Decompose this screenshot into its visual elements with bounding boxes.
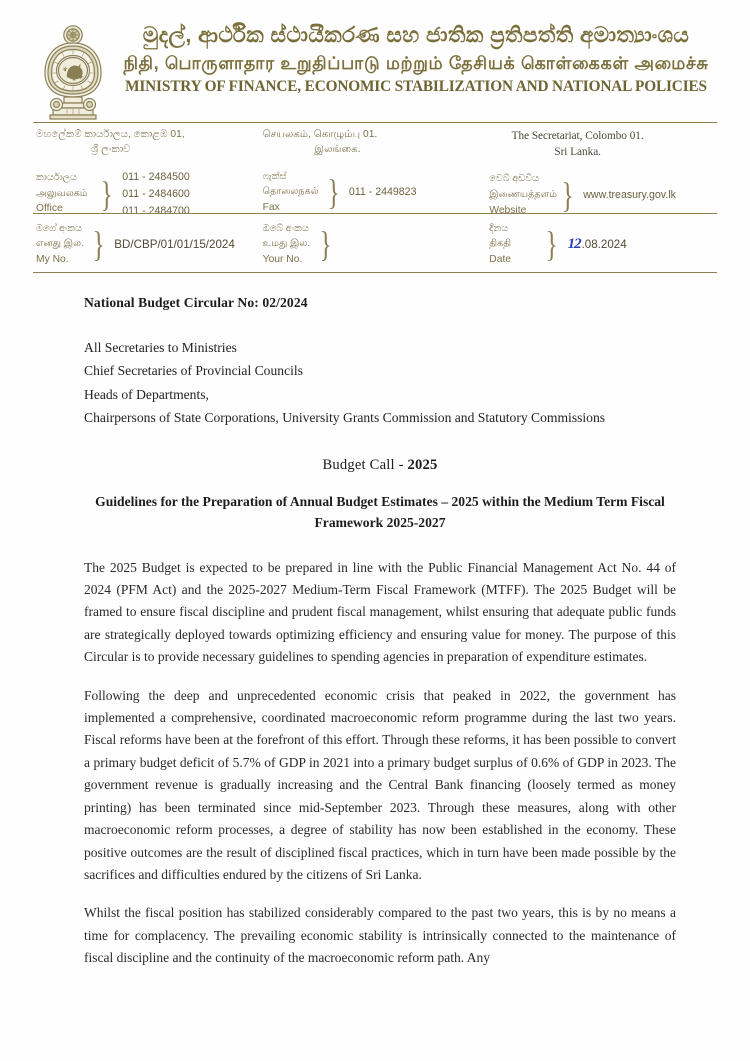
- document-subtitle: Guidelines for the Preparation of Annual Budget Estimates – 2025 within the Medium Term Fiscal Framework 2025-2027: [95, 493, 665, 530]
- contact-block: [36, 128, 716, 220]
- address-tamil-line1: செயலகம், கொழும்பு 01.: [262, 129, 378, 140]
- office-phone-3: 011 - 2484700: [122, 204, 190, 217]
- addressee-item: Chairpersons of State Corporations, University Grants Commission and Statutory Commissions: [84, 410, 606, 426]
- body-paragraph: Whilst the fiscal position has stabilized considerably compared to the past two years, this is by no means a time for complacency. The prevailing economic stability is intrinsically connected to the maintenance of fiscal discipline and the continuity of the macroeconomic reform path. Any: [84, 905, 676, 966]
- addressee-item: All Secretaries to Ministries: [84, 340, 237, 355]
- addressee-item: Chief Secretaries of Provincial Councils: [84, 363, 303, 379]
- fax-value: 011 - 2449823: [348, 186, 417, 199]
- office-label-tamil: அலுவலகம்: [36, 187, 88, 199]
- office-phone-2: 011 - 2484600: [122, 187, 190, 200]
- handwritten-day: 12: [567, 236, 581, 253]
- brace-icon: }: [319, 224, 332, 265]
- body-paragraph: The 2025 Budget is expected to be prepared in line with the Public Financial Management Act No. 44 of 2024 (PFM Act) and the 2025-2027 Medium-Term Fiscal Framework (MTFF). The 2025 Budget will be framed to ensure fiscal discipline and prudent fiscal management, whilst ensuring that adequate public funds are strategically deployed towards optimizing efficiency and ensuring value for money. The purpose of this Circular is to provide necessary guidelines to spending agencies in preparation of expenditure estimates.: [84, 559, 676, 665]
- address-sinhala-line1: මහලේකම් කාර්යාලය, කොළඹ 01,: [36, 129, 185, 140]
- fax-label-sinhala: ෆැක්ස්: [262, 170, 287, 182]
- header-divider-middle: [33, 213, 717, 214]
- address-tamil-line2: இலங்கை.: [314, 143, 361, 155]
- document-body: [84, 295, 676, 986]
- fax-labels: [263, 169, 323, 217]
- brace-icon: }: [545, 224, 558, 265]
- my-no-labels: [36, 221, 88, 268]
- letterhead: [36, 22, 716, 120]
- header-divider-top: [33, 122, 717, 123]
- body-paragraph: Following the deep and unprecedented economic crisis that peaked in 2022, the government has implemented a comprehensive, coordinated macroeconomic reform programme during the last two years. Fiscal reforms have been at the forefront of this effort. Through these reforms, it has been possible to convert a primary budget deficit of 5.7% of GDP in 2021 into a primary budget surplus of 0.6% of GDP in 2023. The government revenue is gradually increasing and the Central Bank financing (loosely termed as money printing) has been terminated since mid-September 2023. Through these measures, along with other macroeconomic reform processes, a degree of stability has now been established in the economy. These positive outcomes are the result of disciplined fiscal practices, which in turn have been made possible by the sacrifices and difficulties endured by the citizens of Sri Lanka.: [84, 687, 676, 882]
- brace-icon: }: [100, 174, 113, 215]
- contact-column-tamil: [263, 128, 490, 220]
- website-url[interactable]: www.treasury.gov.lk: [583, 189, 676, 202]
- date-labels: [489, 221, 541, 268]
- address-tamil: [263, 128, 490, 158]
- date-label-sinhala: දිනය: [489, 223, 509, 234]
- contact-column-sinhala: [36, 128, 263, 220]
- brace-icon: }: [561, 175, 574, 216]
- date-group: [489, 221, 716, 268]
- your-no-label-sinhala: ඔබේ අංකය: [262, 223, 309, 234]
- address-english-line2: Sri Lanka.: [554, 146, 601, 159]
- budget-call-label: Budget Call -: [322, 456, 408, 473]
- budget-call-year: 2025: [407, 456, 438, 473]
- ministry-name-tamil: நிதி, பொருளாதார உறுதிப்பாடு மற்றும் தேசியக் கொள்கைகள் அமைச்சு: [123, 52, 709, 73]
- office-label-english: Office: [36, 203, 63, 215]
- your-no-labels: [263, 221, 315, 268]
- address-sinhala: [36, 128, 263, 158]
- addressee-list: [84, 336, 676, 430]
- ministry-name-english: MINISTRY OF FINANCE, ECONOMIC STABILIZATION AND NATIONAL POLICIES: [125, 77, 707, 95]
- your-no-label-english: Your No.: [262, 253, 303, 265]
- address-english: [489, 128, 716, 160]
- office-label-sinhala: කාර්යාලය: [36, 172, 78, 184]
- contact-column-english: [489, 128, 716, 220]
- fax-group: [263, 169, 490, 217]
- website-label-sinhala: වෙබ් අඩවිය: [489, 173, 540, 185]
- circular-number: National Budget Circular No: 02/2024: [84, 295, 308, 310]
- header-divider-bottom: [33, 272, 717, 273]
- date-printed-part: .08.2024: [581, 238, 627, 252]
- date-label-tamil: திகதி: [489, 238, 512, 250]
- fax-label-tamil: தொலைநகல்: [262, 186, 319, 198]
- address-english-line1: The Secretariat, Colombo 01.: [511, 130, 644, 142]
- date-label-english: Date: [489, 253, 512, 265]
- your-no-label-tamil: உமது இல.: [262, 238, 311, 250]
- national-emblem-icon: [36, 22, 110, 120]
- your-no-group: [263, 221, 490, 268]
- brace-icon: }: [92, 224, 105, 265]
- website-label-tamil: இணையத்தளம்: [489, 189, 557, 200]
- ministry-name-sinhala: මුදල්, ආර්ථික ස්ථායීකරණ සහ ජාතික ප්‍රතිපත්ති අමාත්‍යාංශය: [142, 23, 690, 47]
- my-no-label-tamil: எனது இல.: [36, 238, 84, 250]
- my-no-group: [36, 221, 263, 268]
- office-phone-1: 011 - 2484500: [122, 170, 190, 183]
- my-no-label-sinhala: මගේ අංකය: [36, 223, 82, 234]
- website-label-english: Website: [489, 204, 527, 216]
- address-sinhala-line2: ශ්‍රී ලංකාව: [91, 143, 131, 155]
- brace-icon: }: [327, 172, 340, 213]
- fax-label-english: Fax: [262, 201, 280, 213]
- date-value: [568, 236, 627, 253]
- my-no-label-english: My No.: [36, 253, 69, 265]
- reference-row: [36, 221, 716, 268]
- my-no-value: BD/CBP/01/01/15/2024: [114, 238, 235, 252]
- ministry-names: [110, 22, 716, 98]
- addressee-item: Heads of Departments,: [84, 386, 209, 402]
- budget-call-heading: [84, 457, 676, 474]
- office-labels: [36, 170, 96, 218]
